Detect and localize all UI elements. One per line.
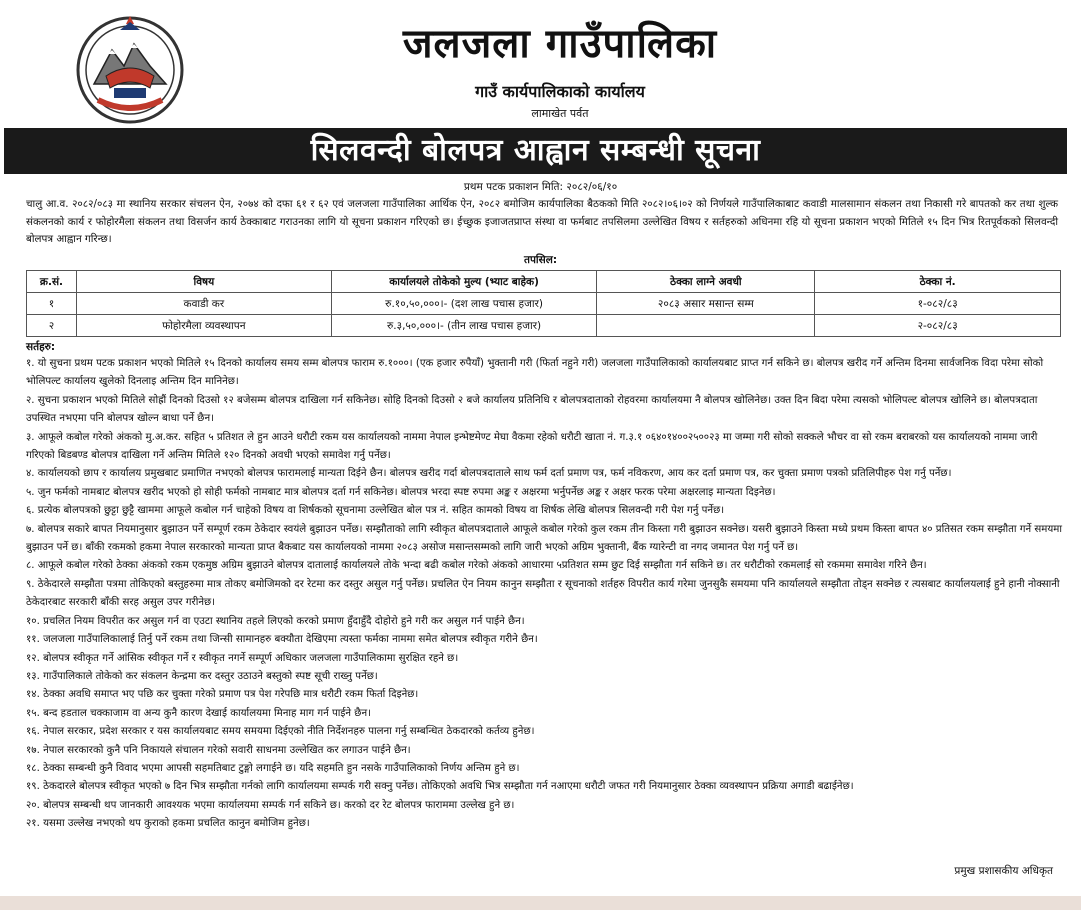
office-location: लामाखेत पर्वत <box>531 107 589 120</box>
term-item: ९. ठेकेदारले सम्झौता पत्रमा तोकिएको बस्तुहरुमा मात्र तोकए बमोजिमको दर रेटमा कर दस्तुर असुल गर्नु पर्नेछ। प्रचलित ऐन नियम कानुन सम्झौता र सूचनाको शर्तहरु विपरीत कार्य गरेमा जुनसुकै समयमा पनि कार्यालयले सम्झौता तोड्न सक्नेछ र त्यसबाट कार्यालयलाई हुने हानी नोक्सानी ठेकेदारबाट सरकारी बाँकी सरह असुल उपर गरीनेछ। <box>26 578 1060 609</box>
notice-banner: सिलवन्दी बोलपत्र आह्वान सम्बन्धी सूचना <box>4 128 1067 174</box>
municipality-title: जलजला गाउँपालिका <box>402 21 718 67</box>
column-header: विषय <box>76 271 331 293</box>
table-cell: २ <box>27 315 77 337</box>
bottom-edge <box>0 896 1081 910</box>
column-header: ठेक्का लाग्ने अवधी <box>597 271 815 293</box>
term-item: १७. नेपाल सरकारको कुनै पनि निकायले संचालन गरेको सवारी साधनमा उल्लेखित कर लगाउन पाईने छैन। <box>26 744 411 756</box>
table-row <box>27 315 1061 337</box>
signatory-title: प्रमुख प्रशासकीय अधिकृत <box>954 865 1053 877</box>
term-item: २१. यसमा उल्लेख नभएको थप कुराको हकमा प्रचलित कानुन बमोजिम हुनेछ। <box>26 818 310 830</box>
term-item: ३. आफूले कबोल गरेको अंकको मु.अ.कर. सहित ५ प्रतिशत ले हुन आउने धरौटी रकम यस कार्यालयको नाममा नेपाल इन्भेष्टमेण्ट मेघा वैकमा रहेको धरौटी खाता नं. ग.३.१ ०६४०१४००२५००२३ मा जम्मा गरी सोको सक्कले भौचर वा सो रकम बराबरको यस कार्यालयको नाममा जारी गरिएको बिडबण्ड बोलपत्र दाखिला गर्ने अन्तिम मितिले १२० दिनको अवधी भएको समावेश गर्नु पर्नेछ। <box>26 431 1038 462</box>
column-header: कार्यालयले तोकेको मुल्य (भ्याट बाहेक) <box>331 271 597 293</box>
table-cell <box>597 315 815 337</box>
table-cell: २-०८२/८३ <box>815 315 1061 337</box>
term-item: १४. ठेक्का अवधि समाप्त भए पछि कर चुक्ता गरेको प्रमाण पत्र पेश गरेपछि मात्र धरौटी रकम फिर्ता दिइनेछ। <box>26 689 419 701</box>
table-cell: रु.३,५०,०००।- (तीन लाख पचास हजार) <box>331 315 597 337</box>
term-item: १६. नेपाल सरकार, प्रदेश सरकार र यस कार्यालयबाट समय समयमा दिईएको नीति निर्देशनहरु पालना गर्नु सम्बन्धित ठेकदारको कर्तव्य हुनेछ। <box>26 726 535 738</box>
table-header-row <box>27 271 1061 293</box>
publication-date: प्रथम पटक प्रकाशन मिति: २०८२/०६/१० <box>463 181 618 193</box>
table-cell: कवाडी कर <box>76 293 331 315</box>
term-item: ८. आफूले कबोल गरेको ठेक्का अंकको रकम एकमुष्ठ अग्रिम बुझाउने बोलपत्र दातालाई कार्यालयले तोके भन्दा बढी कबोल गरेको अंकको आधारमा ५प्रतिशत सम्म छुट दिई सम्झौता गर्न सकिने छ। तर धरौटीको रकमलाई सो रकममा समावेश गरिने छैन। <box>26 560 927 572</box>
term-item: १५. बन्द हडताल चक्काजाम वा अन्य कुनै कारण देखाई कार्यालयमा मिनाह माग गर्न पाईने छैन। <box>26 707 371 719</box>
contract-table <box>26 270 1061 337</box>
terms-heading: सर्तहरु: <box>26 341 56 353</box>
table-caption: तपसिल: <box>523 254 558 266</box>
term-item: ४. कार्यालयको छाप र कार्यालय प्रमुखबाट प्रमाणित नभएको बोलपत्र फारामलाई मान्यता दिईने छैन। बोलपत्र खरीद गर्दा बोलपत्रदाताले साथ फर्म दर्ता प्रमाण पत्र, फर्म नविकरण, आय कर दर्ता प्रमाण पत्र, कर चुक्ता प्रमाण पत्रको प्रतिलिपीहरु पेश गर्नु पर्नेछ। <box>26 468 952 480</box>
table-cell: १-०८२/८३ <box>815 293 1061 315</box>
column-header: ठेक्का नं. <box>815 271 1061 293</box>
term-item: १२. बोलपत्र स्वीकृत गर्ने आंसिक स्वीकृत गर्ने र स्वीकृत नगर्ने सम्पूर्ण अधिकार जलजला गाउँपालिकामा सुरक्षित रहने छ। <box>26 652 459 664</box>
table-cell: २०८३ असार मसान्त सम्म <box>597 293 815 315</box>
term-item: ११. जलजला गाउँपालिकालाई तिर्नु पर्ने रकम तथा जिन्सी सामानहरु बक्यौता देखिएमा त्यस्ता फर्मका नाममा समेत बोलपत्र स्वीकृत गरीने छैन। <box>26 634 538 646</box>
term-item: १३. गाउँपालिकाले तोकेको कर संकलन केन्द्रमा कर दस्तुर उठाउने बस्तुको स्पष्ट सूची राख्नु पर्नेछ। <box>26 670 378 682</box>
term-item: १८. ठेक्का सम्बन्धी कुनै विवाद भएमा आपसी सहमतिबाट टुङ्गो लगाईने छ। यदि सहमति हुन नसके गाउँपालिकाको निर्णय अन्तिम हुने छ। <box>26 762 520 774</box>
term-item: ६. प्रत्येक बोलपत्रको छुट्टा छुट्टै खाममा आफूले कबोल गर्न चाहेको विषय वा शिर्षकको सूचनामा उल्लेखित बोल पत्र नं. सहित कामको विषय वा शिर्षक लेखि बोलपत्र सिलवन्दी गरी पेश गर्नु पर्नेछ। <box>26 505 725 517</box>
table-cell: रु.१०,५०,०००।- (दश लाख पचास हजार) <box>331 293 597 315</box>
terms-list <box>22 355 1062 834</box>
nepal-emblem-icon <box>72 14 188 126</box>
term-item: ५. जुन फर्मको नामबाट बोलपत्र खरीद भएको हो सोही फर्मको नामबाट मात्र बोलपत्र दर्ता गर्न सकिनेछ। बोलपत्र भरदा स्पष्ट रुपमा अङ्क र अक्षरमा भर्नुपर्नेछ अङ्क र अक्षर फरक परेमा अक्षरलाइ मान्यता दिइनेछ। <box>26 486 776 498</box>
intro-paragraph: चालु आ.व. २०८२/०८३ मा स्थानिय सरकार संचलन ऐन, २०७४ को दफा ६१ र ६२ एवं जलजला गाउँपालिका आर्थिक ऐन, २०८२ बमोजिम कार्यपालिका बैठकको मिति २०८२।०६।०२ को निर्णयले गाउँपालिकाबाट कवाडी मालसामान संकलन तथा निकासी गरे बापतको कर तथा शुल्क संकलनको कार्य र फोहोरमैला संकलन तथा विसर्जन कार्य ठेक्काबाट गराउनका लागि यो सूचना प्रकाशन गरिएको छ। ईच्छुक इजाजतप्राप्त संस्था वा फर्मबाट तपसिलमा उल्लेखित विषय र सर्तहरुको अधिनमा रहि यो सूचना प्रकाशन भएको मितिले १५ दिन भित्र रितपूर्वकको सिलवन्दी बोलपत्र आह्वान गरिन्छ। <box>26 198 1058 245</box>
term-item: १०. प्रचलित नियम विपरीत कर असुल गर्न वा एउटा स्थानिय तहले लिएको करको प्रमाण हुँदाहुँदै दोहोरो हुने गरी कर असुल गर्न पाईने छैन। <box>26 615 525 627</box>
term-item: १. यो सुचना प्रथम पटक प्रकाशन भएको मितिले १५ दिनको कार्यालय समय सम्म बोलपत्र फाराम रु.१०००। (एक हजार रुपैयाँ) भुक्तानी गरी (फिर्ता नहुने गरी) जलजला गाउँपालिकाको कार्यालयबाट प्राप्त गर्न सकिने छ। बोलपत्र खरीद गर्ने अन्तिम दिनमा सार्वजनिक विदा परेमा सोको भोलिपल्ट कार्यालय खुलेको दिनलाइ अन्तिम दिन मानिनेछ। <box>26 358 1044 388</box>
table-cell: फोहोरमैला व्यवस्थापन <box>76 315 331 337</box>
column-header: क्र.सं. <box>27 271 77 293</box>
office-subtitle: गाउँ कार्यपालिकाको कार्यालय <box>475 82 645 101</box>
table-cell: १ <box>27 293 77 315</box>
table-row <box>27 293 1061 315</box>
term-item: २०. बोलपत्र सम्बन्धी थप जानकारी आवश्यक भएमा कार्यालयमा सम्पर्क गर्न सकिने छ। करको दर रेट बोलपत्र फाराममा उल्लेख हुने छ। <box>26 799 515 811</box>
term-item: २. सुचना प्रकाशन भएको मितिले सोह्रौं दिनको दिउसो १२ बजेसम्म बोलपत्र दाखिला गर्न सकिनेछ। सोहि दिनको दिउसो २ बजे कार्यालय प्रतिनिधि र बोलपत्रदाताको रोहवरमा कार्यालयमा नै बोलपत्र खोलिनेछ। उक्त दिन बिदा परेमा त्यसको भोलिपल्ट बोलपत्र खोलिने छ। बोलपत्रदाता उपस्थित नभएमा पनि बोलपत्र खोल्न बाधा पर्ने छैन। <box>26 394 1038 425</box>
term-item: १९. ठेकदारले बोलपत्र स्वीकृत भएको ७ दिन भित्र सम्झौता गर्नको लागि कार्यालयमा सम्पर्क गरी सक्नु पर्नेछ। तोकिएको अवधि भित्र सम्झौता गर्न नआएमा धरौटी जफत गरी नियमानुसार ठेक्का व्यवस्थापन प्रक्रिया अगाडी बढाईनेछ। <box>26 781 854 793</box>
term-item: ७. बोलपत्र सकारे बापत नियमानुसार बुझाउन पर्ने सम्पूर्ण रकम ठेकेदार स्वयंले बुझाउन पर्नेछ। सम्झौताको लागि स्वीकृत बोलपत्रदाताले आफूले कबोल गरेको कुल रकम तीन किस्ता गरी बुझाउन सक्नेछ। यसरी बुझाउने किस्ता मध्ये प्रथम किस्ता बापत ४० प्रतिसत रकम सम्झौता गर्ने समयमा बुझाउन पर्ने छ। बाँकी रकमको हकमा नेपाल सरकारको मान्यता प्राप्त बैकबाट यस कार्यालयको नाममा २०८३ असोज मसान्तसम्मको लागि जारी भएको अग्रिम भुक्तानी, बैंक ग्यारेन्टी वा नगद जमानत पेश गर्नु पर्ने छ। <box>26 523 1063 554</box>
